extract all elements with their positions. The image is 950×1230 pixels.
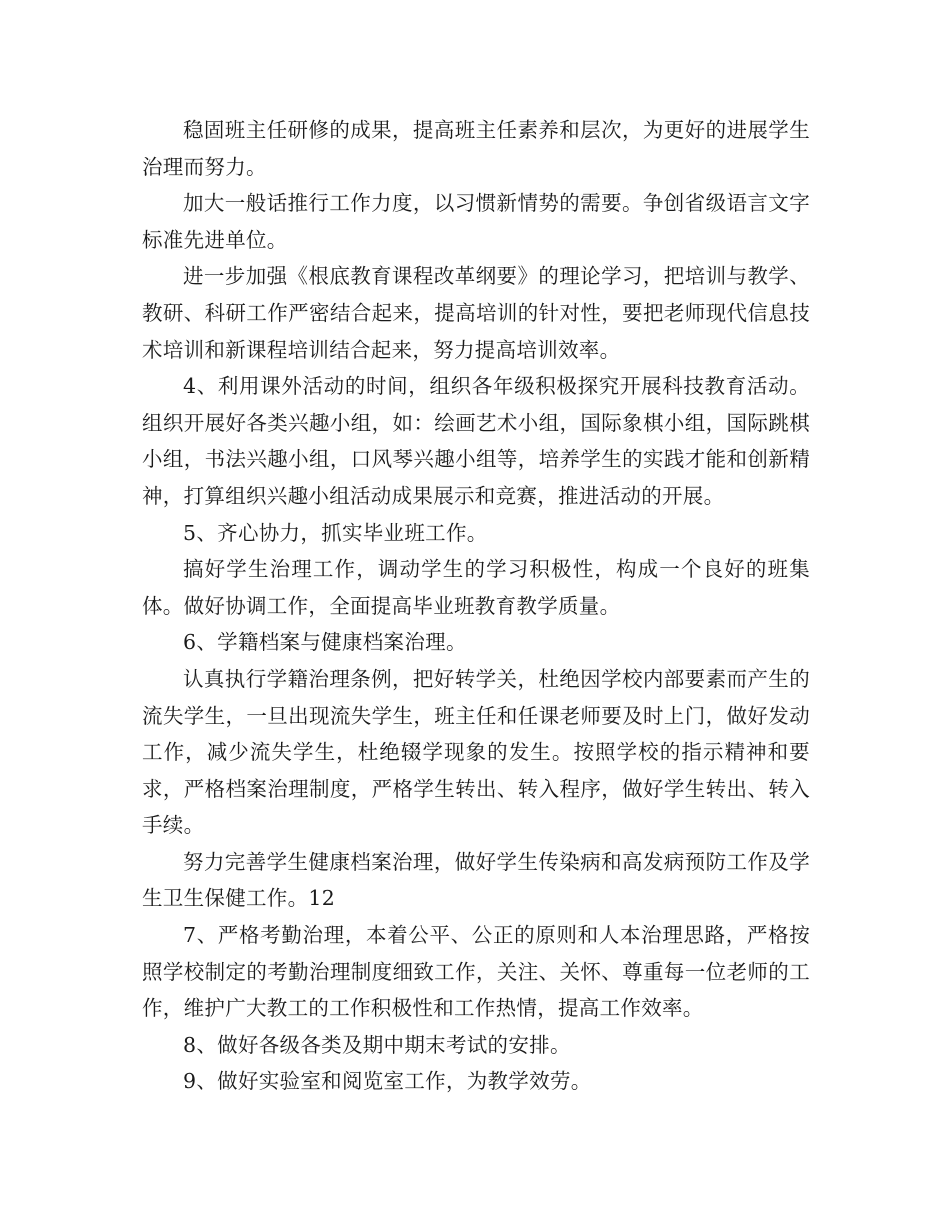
paragraph: 稳固班主任研修的成果，提高班主任素养和层次，为更好的进展学生治理而努力。: [142, 118, 810, 179]
paragraph: 加大一般话推行工作力度，以习惯新情势的需要。争创省级语言文字标准先进单位。: [142, 191, 810, 252]
document-body: [142, 112, 810, 1100]
paragraph: 努力完善学生健康档案治理，做好学生传染病和高发病预防工作及学生卫生保健工作。12: [142, 849, 810, 911]
paragraph: 6、学籍档案与健康档案治理。: [183, 630, 467, 655]
paragraph: 8、做好各级各类及期中期末考试的安排。: [183, 1032, 571, 1057]
paragraph: 进一步加强《根底教育课程改革纲要》的理论学习，把培训与教学、教研、科研工作严密结合起来，提高培训的针对性，要把老师现代信息技术培训和新课程培训结合起来，努力提高培训效率。: [142, 264, 810, 362]
paragraph: 5、齐心协力，抓实毕业班工作。: [183, 520, 488, 545]
paragraph: 搞好学生治理工作，调动学生的学习积极性，构成一个良好的班集体。做好协调工作，全面提高毕业班教育教学质量。: [142, 557, 810, 618]
paragraph: 认真执行学籍治理条例，把好转学关，杜绝因学校内部要素而产生的流失学生，一旦出现流失学生，班主任和任课老师要及时上门，做好发动工作，减少流失学生，杜绝辍学现象的发生。按照学校的指示精神和要求，严格档案治理制度，严格学生转出、转入程序，做好学生转出、转入手续。: [142, 666, 810, 838]
paragraph: 9、做好实验室和阅览室工作，为教学效劳。: [183, 1069, 592, 1094]
paragraph: 4、利用课外活动的时间，组织各年级积极探究开展科技教育活动。组织开展好各类兴趣小组，如：绘画艺术小组，国际象棋小组，国际跳棋小组，书法兴趣小组，口风琴兴趣小组等，培养学生的实践才能和创新精神，打算组织兴趣小组活动成果展示和竞赛，推进活动的开展。: [142, 374, 810, 508]
paragraph: 7、严格考勤治理，本着公平、公正的原则和人本治理思路，严格按照学校制定的考勤治理制度细致工作，关注、关怀、尊重每一位老师的工作，维护广大教工的工作积极性和工作热情，提高工作效率。: [142, 923, 810, 1021]
